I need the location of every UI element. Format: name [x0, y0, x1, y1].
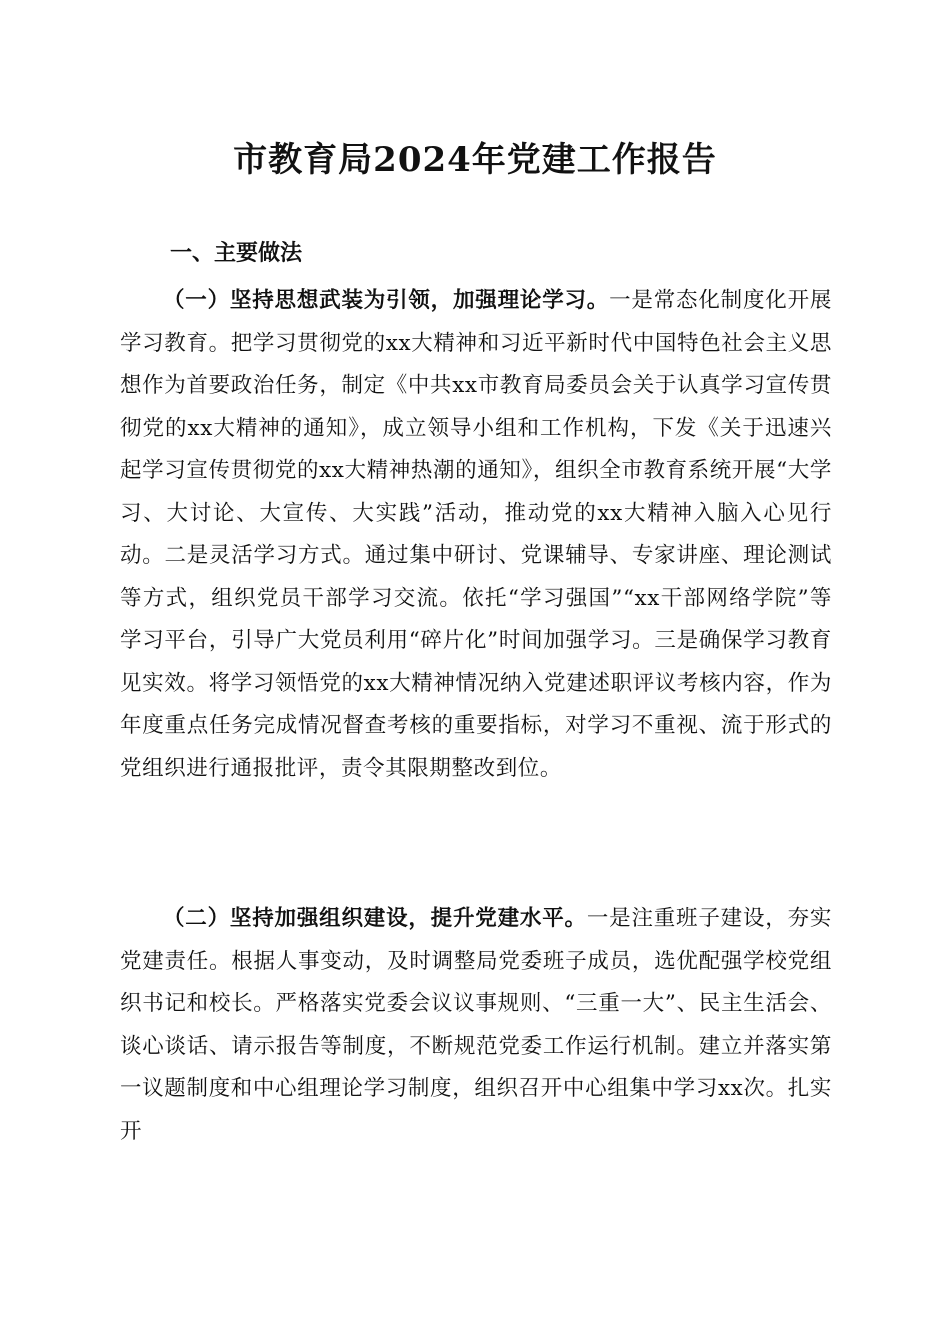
paragraph-1 — [120, 280, 832, 790]
section-heading: 一、主要做法 — [170, 241, 303, 266]
document-title: 市教育局2024年党建工作报告 — [233, 140, 717, 180]
paragraph-2-lead: （二）坚持加强组织建设，提升党建水平。 — [163, 906, 587, 931]
paragraph-2 — [120, 898, 832, 1153]
paragraph-1-lead: （一）坚持思想武装为引领，加强理论学习。 — [163, 288, 610, 313]
paragraph-1-text: 一是常态化制度化开展学习教育。把学习贯彻党的xx大精神和习近平新时代中国特色社会主义思想作为首要政治任务，制定《中共xx市教育局委员会关于认真学习宣传贯彻党的xx大精神的通知》，成立领导小组和工作机构，下发《关于迅速兴起学习宣传贯彻党的xx大精神热潮的通知》，组织全市教育系统开展“大学习、大讨论、大宣传、大实践”活动，推动党的xx大精神入脑入心见行动。二是灵活学习方式。通过集中研讨、党课辅导、专家讲座、理论测试等方式，组织党员干部学习交流。依托“学习强国”“xx干部网络学院”等学习平台，引导广大党员利用“碎片化”时间加强学习。三是确保学习教育见实效。将学习领悟党的xx大精神情况纳入党建述职评议考核内容，作为年度重点任务完成情况督查考核的重要指标，对学习不重视、流于形式的党组织进行通报批评，责令其限期整改到位。 — [120, 288, 832, 781]
paragraph-2-text: 一是注重班子建设，夯实党建责任。根据人事变动，及时调整局党委班子成员，选优配强学校党组织书记和校长。严格落实党委会议议事规则、“三重一大”、民主生活会、谈心谈话、请示报告等制度，不断规范党委工作运行机制。建立并落实第一议题制度和中心组理论学习制度，组织召开中心组集中学习xx次。扎实开 — [120, 906, 832, 1144]
